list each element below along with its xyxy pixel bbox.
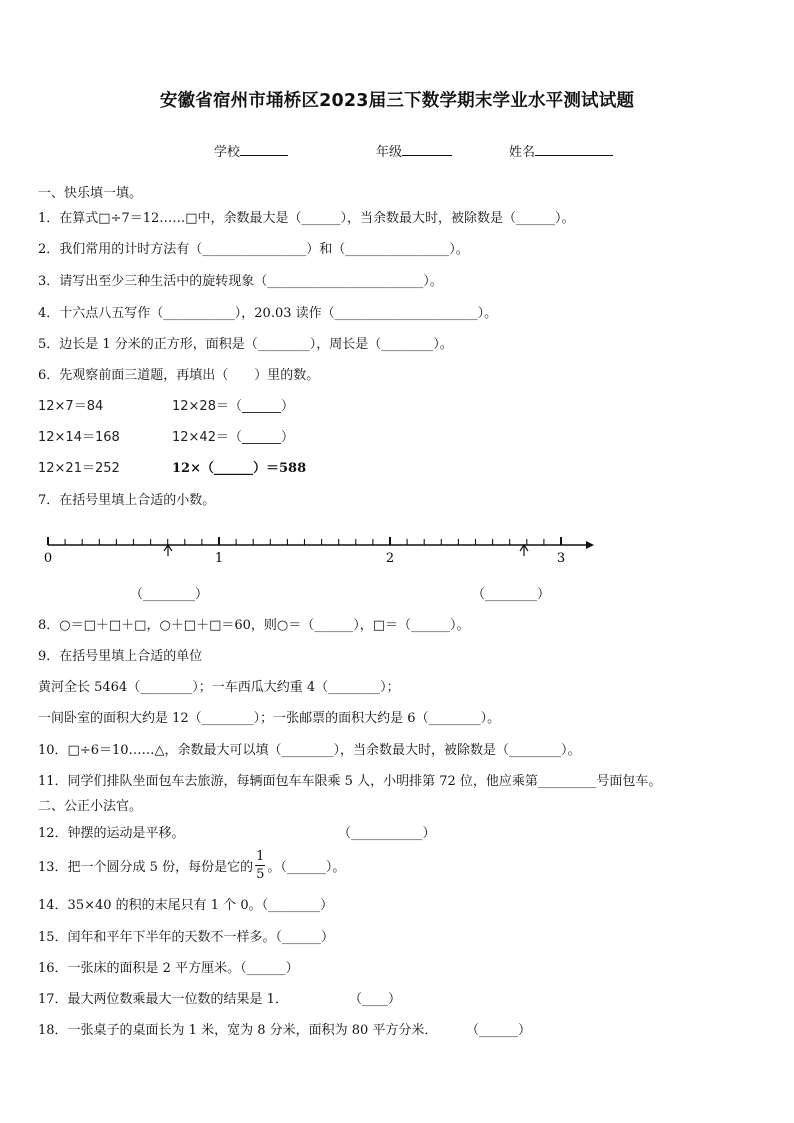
number-line-ticks — [48, 537, 561, 545]
name-field — [509, 141, 613, 160]
page-title: 安徽省宿州市埇桥区2023届三下数学期末学业水平测试试题 — [159, 91, 635, 111]
school-field — [214, 141, 288, 160]
question-18: 18．一张桌子的桌面长为 1 米，宽为 8 分米，面积为 80 平方分米． — [38, 1023, 438, 1038]
question-7: 7．在括号里填上合适的小数。 — [38, 493, 216, 508]
question-3: 3．请写出至少三种生活中的旋转现象（________________________）。 — [38, 274, 443, 289]
calc-left-1: 12×7＝84 — [38, 399, 104, 414]
grade-label: 年级 — [376, 145, 403, 160]
calc-left-2: 12×14＝168 — [38, 430, 120, 445]
question-1: 1．在算式□÷7＝12……□中，余数最大是（______），当余数最大时，被除数是（______）。 — [38, 211, 575, 226]
school-blank[interactable] — [240, 142, 288, 156]
fraction-denominator: 5 — [256, 867, 265, 882]
school-label: 学校 — [214, 145, 241, 160]
question-6: 6．先观察前面三道题，再填出（ ）里的数。 — [38, 368, 320, 383]
question-17: 17．最大两位数乘最大一位数的结果是 1． — [38, 992, 288, 1007]
tick-label-3: 3 — [556, 551, 566, 566]
question-5: 5．边长是 1 分米的正方形，面积是（________），周长是（________）。 — [38, 337, 453, 352]
question-9: 9．在括号里填上合适的单位 — [38, 649, 203, 664]
name-label: 姓名 — [509, 145, 536, 160]
question-12: 12．钟摆的运动是平移。 — [38, 826, 185, 841]
section-1-heading: 一、快乐填一填。 — [38, 186, 143, 201]
question-13 — [38, 850, 345, 881]
number-line — [38, 520, 598, 572]
fraction-one-fifth — [255, 850, 265, 881]
question-2: 2．我们常用的计时方法有（________________）和（________________）。 — [38, 242, 469, 257]
question-8: 8．○＝□＋□＋□，○＋□＋□＝60，则○＝（______），□＝（______）。 — [38, 618, 470, 633]
question-11: 11．同学们排队坐面包车去旅游，每辆面包车车限乘 5 人，小明排第 72 位，他应乘第_________号面包车。 — [38, 774, 662, 789]
tick-label-2: 2 — [385, 551, 395, 566]
question-16: 16．一张床的面积是 2 平方厘米。（______） — [38, 961, 299, 976]
question-10: 10．□÷6＝10……△，余数最大可以填（________），当余数最大时，被除数是（________）。 — [38, 743, 581, 758]
question-18-blank[interactable]: （______） — [466, 1023, 532, 1038]
calc-right-2: 12×42＝（______） — [172, 430, 294, 445]
calc-right-1: 12×28＝（______） — [172, 399, 294, 414]
question-9-part-b: 一间卧室的面积大约是 12（________）；一张邮票的面积大约是 6（________）。 — [38, 711, 501, 726]
question-12-blank[interactable]: （___________） — [338, 826, 436, 841]
question-13-text: 13．把一个圆分成 5 份，每份是它的 — [38, 860, 254, 875]
arrow-marker-right — [520, 545, 528, 556]
question-9-part-a: 黄河全长 5464（________）；一车西瓜大约重 4（________）； — [38, 680, 400, 695]
name-blank[interactable] — [535, 142, 613, 156]
question-14: 14．35×40 的积的末尾只有 1 个 0。（________） — [38, 898, 334, 913]
tick-label-0: 0 — [43, 551, 53, 566]
question-15: 15．闰年和平年下半年的天数不一样多。（______） — [38, 930, 335, 945]
section-2-heading: 二、公正小法官。 — [38, 799, 143, 814]
tick-label-1: 1 — [214, 551, 224, 566]
arrow-marker-left — [164, 545, 172, 556]
calc-left-3: 12×21＝252 — [38, 461, 120, 476]
number-line-arrowhead — [586, 541, 594, 549]
grade-field — [376, 141, 452, 160]
calc-right-3: 12×（______）＝588 — [172, 461, 307, 476]
numline-blank-right[interactable]: （________） — [472, 587, 551, 602]
numline-blank-left[interactable]: （________） — [130, 587, 209, 602]
grade-blank[interactable] — [402, 142, 452, 156]
question-17-blank[interactable]: （____） — [349, 992, 402, 1007]
question-4: 4．十六点八五写作（___________），20.03 读作（______________________）。 — [38, 306, 498, 321]
fraction-numerator: 1 — [256, 849, 265, 864]
question-13-blank[interactable]: 。（______）。 — [267, 860, 346, 875]
